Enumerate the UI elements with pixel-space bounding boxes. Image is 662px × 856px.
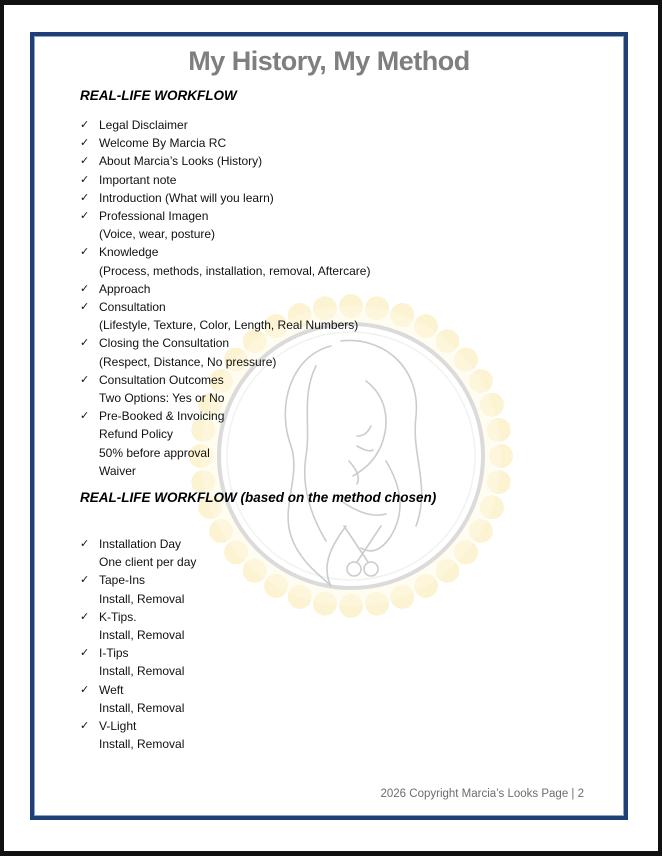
checkmark-icon: ✓ — [80, 173, 90, 186]
checkmark-icon: ✓ — [80, 373, 90, 386]
checklist-item — [80, 243, 600, 279]
checklist-item-label: Closing the Consultation — [99, 336, 230, 351]
section-heading-workflow: REAL-LIFE WORKFLOW — [80, 88, 237, 103]
checklist-item-detail: Waiver — [99, 463, 136, 478]
checklist-item-label: About Marcia’s Looks (History) — [99, 154, 263, 169]
checklist-item-detail: (Lifestyle, Texture, Color, Length, Real Numbers) — [99, 318, 359, 333]
checklist-item — [80, 371, 600, 407]
checklist-item — [80, 608, 600, 644]
checklist-item-label: I-Tips — [99, 646, 129, 661]
checklist-item-detail: Install, Removal — [99, 591, 185, 606]
checklist-item-label: Approach — [99, 281, 151, 296]
checkmark-icon: ✓ — [80, 647, 90, 660]
checklist-item — [80, 207, 600, 243]
checklist-item — [80, 171, 600, 189]
checkmark-icon: ✓ — [80, 119, 90, 131]
checklist-item — [80, 717, 600, 753]
checklist-item — [80, 571, 600, 607]
checklist-item-detail: Install, Removal — [99, 628, 185, 643]
checklist-item — [80, 189, 600, 207]
checklist-item-label: Legal Disclaimer — [99, 118, 188, 132]
checkmark-icon: ✓ — [80, 337, 90, 350]
checklist-item — [80, 644, 600, 680]
checklist-item — [80, 535, 600, 571]
checkmark-icon: ✓ — [80, 210, 90, 223]
checklist-item-label: Professional Imagen — [99, 209, 209, 224]
checkmark-icon: ✓ — [80, 683, 90, 696]
checklist-item — [80, 152, 600, 170]
checklist-item-detail: (Respect, Distance, No pressure) — [99, 354, 277, 369]
checkmark-icon: ✓ — [80, 720, 90, 733]
checklist-item-detail: Install, Removal — [99, 737, 185, 752]
checklist-item-detail: Two Options: Yes or No — [99, 391, 225, 406]
checklist-item-detail: Install, Removal — [99, 700, 185, 715]
checkmark-icon: ✓ — [80, 610, 90, 623]
checklist-item-detail: Install, Removal — [99, 664, 185, 679]
checklist-item-detail: (Process, methods, installation, removal, Aftercare) — [99, 263, 371, 278]
checkmark-icon: ✓ — [80, 246, 90, 259]
page-border-frame — [30, 32, 628, 820]
checkmark-icon: ✓ — [80, 282, 90, 295]
checkmark-icon: ✓ — [80, 301, 90, 314]
method-workflow-checklist — [80, 535, 600, 753]
checklist-item — [80, 334, 600, 370]
checklist-item — [80, 134, 600, 152]
checklist-item — [80, 681, 600, 717]
checkmark-icon: ✓ — [80, 410, 90, 423]
checklist-item-label: Weft — [99, 682, 124, 697]
checklist-item-label: Installation Day — [99, 537, 182, 551]
checklist-item-detail: (Voice, wear, posture) — [99, 227, 216, 242]
page-title: My History, My Method — [188, 46, 470, 76]
workflow-checklist — [80, 116, 600, 480]
section-heading-method-workflow: REAL-LIFE WORKFLOW (based on the method chosen) — [80, 490, 437, 505]
checklist-item-label: K-Tips. — [99, 609, 137, 624]
checklist-item-label: V-Light — [99, 719, 137, 734]
checklist-item-detail: Refund Policy — [99, 427, 174, 442]
page-footer: 2026 Copyright Marcia’s Looks Page | 2 — [380, 788, 584, 800]
checklist-item-label: Important note — [99, 172, 177, 187]
checklist-item-label: Consultation Outcomes — [99, 372, 224, 387]
checklist-item-label: Knowledge — [99, 245, 159, 260]
checklist-item-detail: One client per day — [99, 555, 197, 570]
checklist-item — [80, 298, 600, 334]
checklist-item — [80, 116, 600, 134]
checkmark-icon: ✓ — [80, 137, 90, 150]
checkmark-icon: ✓ — [80, 155, 90, 168]
checklist-item-label: Introduction (What will you learn) — [99, 190, 274, 205]
checklist-item-label: Welcome By Marcia RC — [99, 136, 227, 151]
checklist-item — [80, 280, 600, 298]
checkmark-icon: ✓ — [80, 574, 90, 587]
checklist-item-detail: 50% before approval — [99, 445, 210, 460]
checklist-item-label: Consultation — [99, 300, 166, 315]
checklist-item — [80, 407, 600, 480]
checkmark-icon: ✓ — [80, 191, 90, 204]
checklist-item-label: Pre-Booked & Invoicing — [99, 409, 225, 424]
document-page — [4, 5, 658, 851]
checkmark-icon: ✓ — [80, 538, 90, 550]
checklist-item-label: Tape-Ins — [99, 573, 146, 588]
